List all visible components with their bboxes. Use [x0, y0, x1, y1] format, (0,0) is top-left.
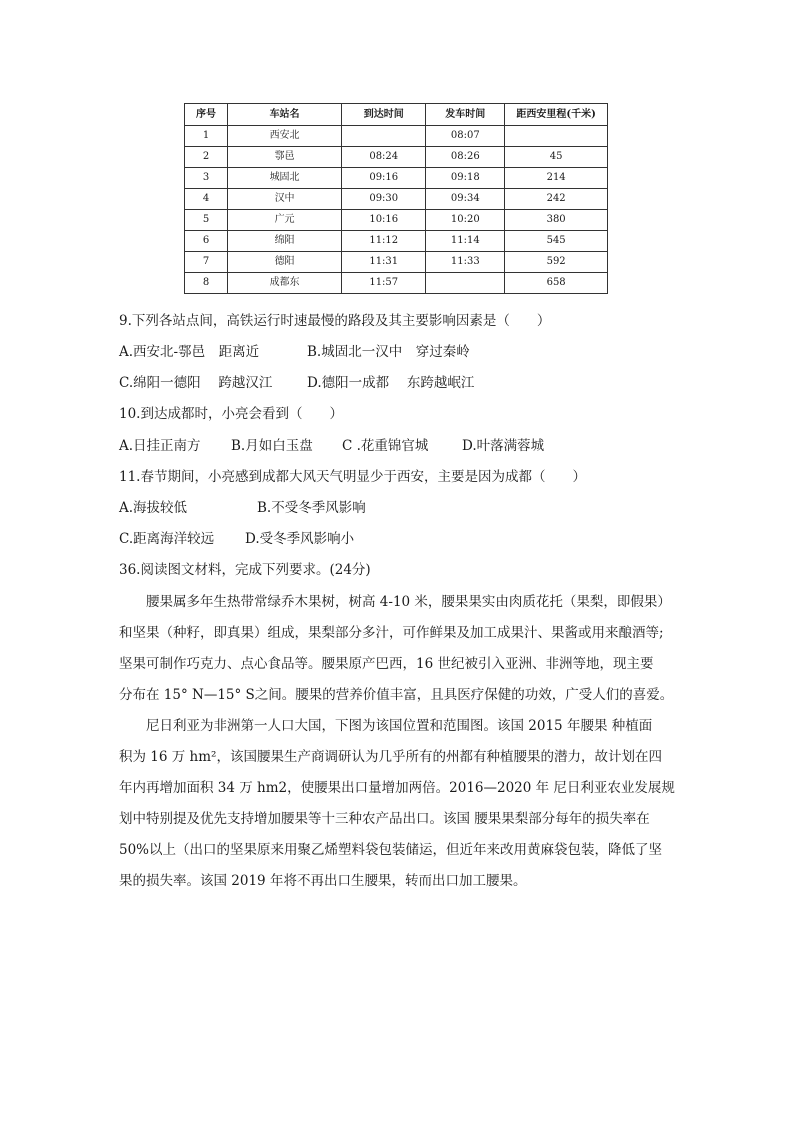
cell-station: 广元 — [228, 210, 342, 231]
cell-distance: 214 — [505, 168, 608, 189]
cell-station: 鄠邑 — [228, 147, 342, 168]
cell-distance: 592 — [505, 252, 608, 273]
paragraph-line: 分布在 15° N—15° S之间。腰果的营养价值丰富，且具医疗保健的功效，广受人们的喜爱。 — [119, 687, 674, 703]
cell-distance: 45 — [505, 147, 608, 168]
cell-index: 5 — [185, 210, 228, 231]
q10-stem: 10.到达成都时，小亮会看到（ ） — [119, 406, 343, 422]
q9-option-d[interactable]: D.德阳一成都 东跨越岷江 — [307, 375, 475, 391]
cell-distance: 545 — [505, 231, 608, 252]
q11-stem: 11.春节期间，小亮感到成都大风天气明显少于西安，主要是因为成都（ ） — [119, 469, 586, 485]
paragraph-line: 划中特别提及优先支持增加腰果等十三种农产品出口。该国 腰果果梨部分每年的损失率在 — [119, 811, 650, 827]
cell-departure: 10:20 — [426, 210, 505, 231]
cell-station: 成都东 — [228, 273, 342, 294]
q10-option-a[interactable]: A.日挂正南方 — [119, 438, 201, 454]
q36-stem: 36.阅读图文材料，完成下列要求。(24分) — [119, 562, 371, 578]
q11-options-row1 — [119, 498, 366, 518]
q11-option-d[interactable]: D.受冬季风影响小 — [245, 531, 355, 547]
q10-option-c[interactable]: C .花重锦官城 — [342, 438, 429, 454]
cell-arrival: 11:57 — [342, 273, 426, 294]
table-row — [185, 210, 608, 231]
cell-arrival: 09:16 — [342, 168, 426, 189]
cell-departure: 11:33 — [426, 252, 505, 273]
cell-index: 8 — [185, 273, 228, 294]
cell-index: 1 — [185, 126, 228, 147]
cell-station: 西安北 — [228, 126, 342, 147]
table-row — [185, 231, 608, 252]
cell-distance: 658 — [505, 273, 608, 294]
cell-station: 汉中 — [228, 189, 342, 210]
cell-station: 城固北 — [228, 168, 342, 189]
q9-option-b[interactable]: B.城固北一汉中 穿过秦岭 — [307, 344, 470, 360]
q9-stem: 9.下列各站点间，高铁运行时速最慢的路段及其主要影响因素是（ ） — [119, 313, 551, 329]
paragraph-line: 50%以上（出口的坚果原来用聚乙烯塑料袋包装储运，但近年来改用黄麻袋包装，降低了坚 — [119, 842, 663, 858]
cell-arrival: 11:12 — [342, 231, 426, 252]
paragraph-line: 腰果属多年生热带常绿乔木果树，树高 4-10 米，腰果果实由肉质花托（果梨，即假果） — [146, 594, 671, 610]
cell-arrival — [342, 126, 426, 147]
table-row — [185, 252, 608, 273]
q10-options-row — [119, 436, 544, 456]
header-departure: 发车时间 — [426, 104, 505, 126]
header-arrival: 到达时间 — [342, 104, 426, 126]
table-header-row — [185, 104, 608, 126]
paragraph-line: 积为 16 万 hm²，该国腰果生产商调研认为几乎所有的州都有种植腰果的潜力，故计划在四 — [119, 749, 662, 765]
header-index: 序号 — [185, 104, 228, 126]
header-station: 车站名 — [228, 104, 342, 126]
q36-paragraph-1 — [119, 587, 679, 711]
q36-paragraph-2 — [119, 711, 679, 897]
cell-arrival: 11:31 — [342, 252, 426, 273]
cell-index: 2 — [185, 147, 228, 168]
q10-option-d[interactable]: D.叶落满蓉城 — [462, 438, 545, 454]
table-row — [185, 273, 608, 294]
q10-option-b[interactable]: B.月如白玉盘 — [231, 438, 313, 454]
cell-departure: 09:18 — [426, 168, 505, 189]
cell-distance: 242 — [505, 189, 608, 210]
cell-index: 6 — [185, 231, 228, 252]
q9-option-c[interactable]: C.绵阳一德阳 跨越汉江 — [119, 375, 273, 391]
train-schedule-table — [184, 103, 608, 294]
cell-station: 绵阳 — [228, 231, 342, 252]
cell-index: 3 — [185, 168, 228, 189]
paragraph-line: 尼日利亚为非洲第一人口大国，下图为该国位置和范围图。该国 2015 年腰果 种植面 — [146, 718, 653, 734]
paragraph-line: 坚果可制作巧克力、点心食品等。腰果原产巴西，16 世纪被引入亚洲、非洲等地，现主要 — [119, 656, 654, 672]
cell-arrival: 10:16 — [342, 210, 426, 231]
cell-departure: 09:34 — [426, 189, 505, 210]
cell-departure — [426, 273, 505, 294]
q11-option-c[interactable]: C.距离海洋较远 — [119, 531, 215, 547]
cell-station: 德阳 — [228, 252, 342, 273]
cell-index: 4 — [185, 189, 228, 210]
header-distance: 距西安里程(千米) — [505, 104, 608, 126]
cell-index: 7 — [185, 252, 228, 273]
cell-distance — [505, 126, 608, 147]
q9-options-row1 — [119, 342, 470, 362]
cell-departure: 08:26 — [426, 147, 505, 168]
table-row — [185, 189, 608, 210]
cell-arrival: 09:30 — [342, 189, 426, 210]
paragraph-line: 和坚果（种籽，即真果）组成，果梨部分多汁，可作鲜果及加工成果汁、果酱或用来酿酒等; — [119, 625, 664, 641]
q11-options-row2 — [119, 529, 354, 549]
paragraph-line: 果的损失率。该国 2019 年将不再出口生腰果，转而出口加工腰果。 — [119, 873, 527, 889]
q11-option-b[interactable]: B.不受冬季风影响 — [257, 500, 366, 516]
table-row — [185, 147, 608, 168]
cell-arrival: 08:24 — [342, 147, 426, 168]
cell-distance: 380 — [505, 210, 608, 231]
q9-option-a[interactable]: A.西安北-鄠邑 距离近 — [119, 344, 260, 360]
cell-departure: 08:07 — [426, 126, 505, 147]
paragraph-line: 年内再增加面积 34 万 hm2，使腰果出口量增加两倍。2016—2020 年 尼日利亚农业发展规 — [119, 780, 675, 796]
table-row — [185, 126, 608, 147]
cell-departure: 11:14 — [426, 231, 505, 252]
q11-option-a[interactable]: A.海拔较低 — [119, 500, 188, 516]
table-row — [185, 168, 608, 189]
q9-options-row2 — [119, 373, 474, 393]
